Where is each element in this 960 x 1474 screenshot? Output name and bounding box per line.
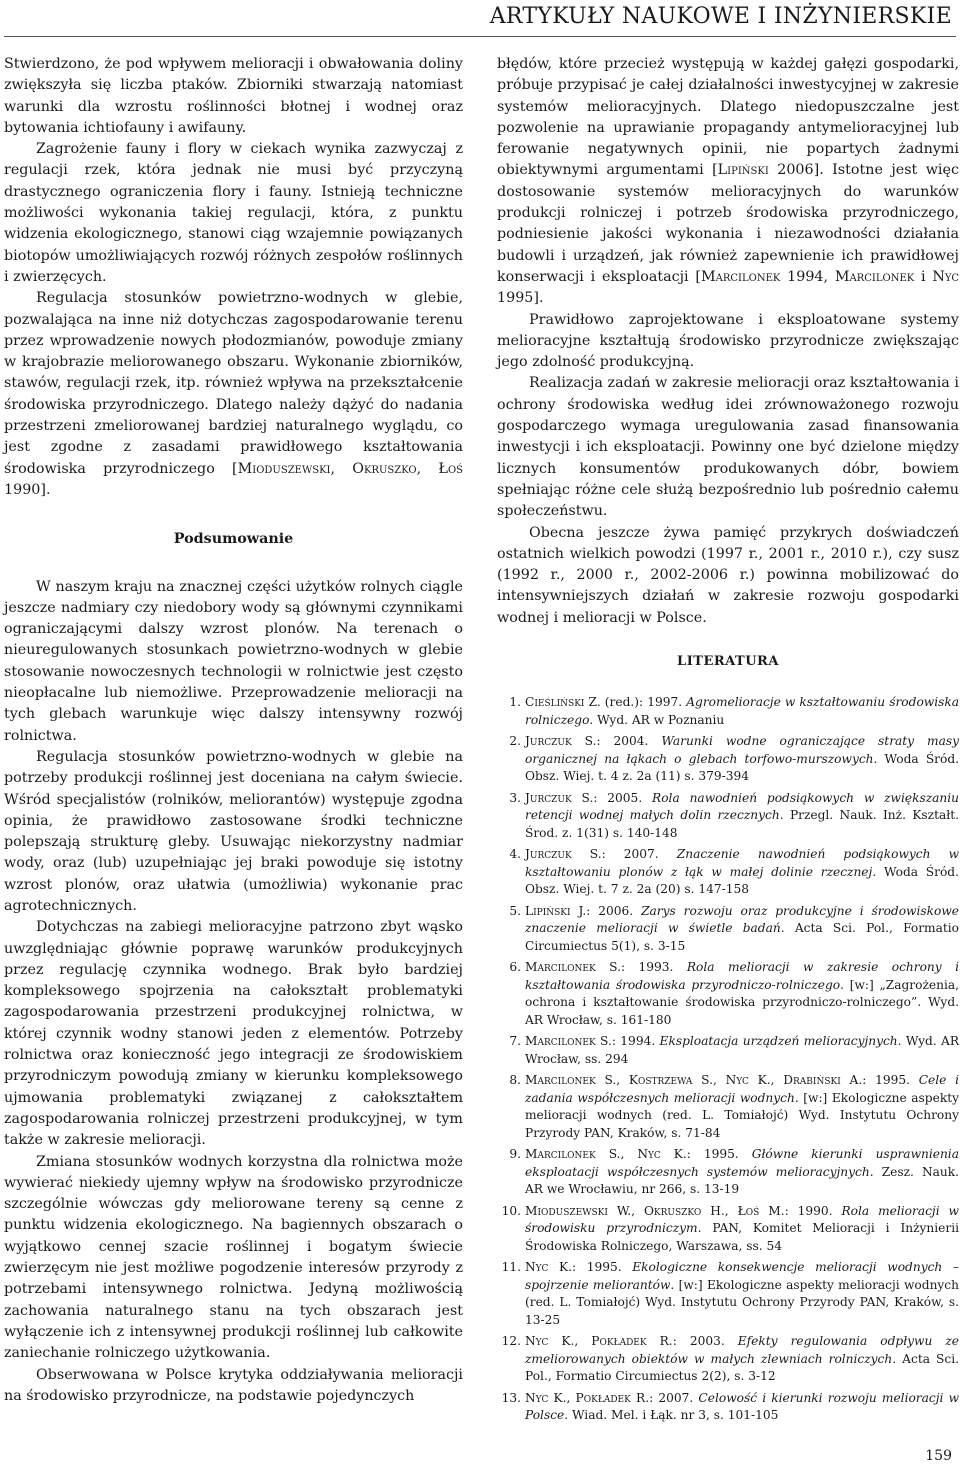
reference-source: . Acta Sci. Pol., Formatio Circumiectus 5(1), s. 3-15 xyxy=(525,921,959,953)
reference-item xyxy=(497,1033,959,1068)
reference-source: . [w:] Ekologiczne aspekty melioracji wodnych (red. L. Tomiałojć) Wyd. Instytutu Ochrony Przyrody PAN, Kraków, s. 13-25 xyxy=(525,1277,959,1327)
reference-number: 4. xyxy=(509,847,521,862)
header-rule xyxy=(4,36,956,37)
reference-year: : 2006. xyxy=(586,903,642,918)
literature-heading: LITERATURA xyxy=(677,654,779,670)
reference-title: Rola melioracji w zakresie ochrony i kształtowania środowiska przyrodniczo-rolniczego xyxy=(525,960,960,992)
reference-author: Marcilonek S., Kostrzewa S., Nyc K., Drabiński A. xyxy=(525,1073,863,1088)
reference-title: Ekologiczne konsekwencje melioracji wodnych – spojrzenie meliorantów xyxy=(525,1260,960,1292)
reference-year: : 2005. xyxy=(593,790,653,805)
reference-number: 8. xyxy=(509,1073,521,1088)
running-header: ARTYKUŁY NAUKOWE I INŻYNIERSKIE xyxy=(489,4,952,29)
paragraph: Obecna jeszcze żywa pamięć przykrych doświadczeń ostatnich wielkich powodzi (1997 r., 2001 r., 2010 r.), czy susz (1992 r., 2000 r., 2002-2006 r.) powinna mobilizować do intensywniejszych działań w zakresie rozwoju gospodarki wodnej i melioracji w Polsce. xyxy=(497,524,959,626)
reference-source: . PAN, Komitet Melioracji i Inżynierii Środowiska Rolniczego, Warszawa, ss. 54 xyxy=(525,1221,959,1253)
reference-source: . Zesz. Nauk. AR we Wrocławiu, nr 266, s. 13-19 xyxy=(525,1164,959,1197)
reference-item xyxy=(497,694,959,729)
citation: Mioduszewski, Okruszko, Łoś xyxy=(237,460,463,477)
reference-number: 6. xyxy=(509,960,521,975)
reference-list xyxy=(497,694,959,1425)
reference-number: 11. xyxy=(501,1260,521,1275)
reference-item xyxy=(497,1390,959,1425)
paragraph xyxy=(497,54,959,310)
reference-year: : 2007. xyxy=(601,847,677,862)
reference-title: Rola nawodnień podsiąkowych w zwiększaniu retencji wodnej małych dolin rzecznych xyxy=(525,790,960,823)
reference-item xyxy=(497,1259,959,1329)
reference-item xyxy=(497,959,959,1029)
reference-title: Cele i zadania współczesnych melioracji wodnych xyxy=(525,1073,960,1105)
paragraph xyxy=(4,288,463,501)
reference-author: Jurczuk S. xyxy=(525,734,597,749)
reference-source: . Przegl. Nauk. Inż. Kształt. Środ. z. 1(31) s. 140-148 xyxy=(525,808,959,840)
paragraph-text: i xyxy=(914,268,933,285)
reference-author: Cieśliński Z. xyxy=(525,695,601,710)
reference-source: . Wyd. AR Wrocław, ss. 294 xyxy=(525,1034,960,1066)
paragraph-text: błędów, które przecież występują w każdej gałęzi gospodarki, próbuje przypisać je całej działalności inwestycyjnej w zakresie systemów melioracyjnych. Dlatego niedopuszczalne jest pozwolenie na uprawianie propagandy antymelioracyjnej lub ferowanie negatywnych opinii, nie popartych żadnymi obiektywnymi argumentami [ xyxy=(497,56,959,179)
reference-title: Zarys rozwoju oraz produkcyjne i środowiskowe znaczenie melioracji w świetle badań xyxy=(525,903,959,936)
reference-author: Nyc K., Pokładek R. xyxy=(525,1390,650,1405)
paragraph: Obserwowana w Polsce krytyka oddziaływania melioracji na środowisko przyrodnicze, na podstawie pojedynczych xyxy=(4,1366,463,1404)
reference-author: Marcilonek S. xyxy=(525,1034,612,1049)
reference-author: Mioduszewski W., Okruszko H., Łoś M. xyxy=(525,1203,785,1218)
reference-title: Agromelioracje w kształtowaniu środowiska rolniczego xyxy=(525,695,960,727)
reference-author: Marcilonek S. xyxy=(525,960,621,975)
paragraph-text: 1990]. xyxy=(4,481,51,498)
reference-source: . [w:] „Zagrożenia, ochrona i kształtowanie środowiska przyrodniczo-rolniczego”. Wyd. AR Wrocław, s. 161-180 xyxy=(525,977,959,1027)
reference-year: (red.): 1997. xyxy=(600,695,687,710)
paragraph: W naszym kraju na znacznej części użytków rolnych ciągle jeszcze nadmiary czy niedobory wody są głównymi czynnikami ograniczającymi dalszy wzrost plonów. Na terenach o nieuregulowanych stosunkach powietrzno-wodnych w glebie stosowanie nowoczesnych technologii w rolnictwie jest często nieopłacalne lub niemożliwe. Przeprowadzenie melioracji na tych glebach warunkuje więc dalszy intensywny rozwój rolnictwa. xyxy=(4,578,463,744)
reference-year: : 1993. xyxy=(620,960,687,975)
reference-author: Jurczuk S. xyxy=(525,790,594,805)
reference-item xyxy=(497,903,959,956)
page-number: 159 xyxy=(925,1448,952,1464)
reference-year: : 2003. xyxy=(672,1334,738,1349)
reference-title: Główne kierunki usprawnienia eksploatacji współczesnych systemów melioracyjnych xyxy=(525,1147,959,1179)
reference-source: . [w:] Ekologiczne aspekty melioracji wodnych (red. L. Tomiałojć) Wyd. Instytutu Ochrony Przyrody PAN, Kraków, s. 71-84 xyxy=(525,1090,959,1140)
left-column xyxy=(4,54,463,1407)
reference-source: . Woda Śród. Obsz. Wiej. t. 4 z. 2a (11) s. 379-394 xyxy=(525,751,960,784)
citation: Lipiński xyxy=(717,162,769,179)
reference-number: 3. xyxy=(509,790,521,805)
reference-title: Warunki wodne ograniczające straty masy organicznej na łąkach o glebach torfowo-murszowych xyxy=(525,734,959,766)
reference-source: . Acta Sci. Pol., Formatio Circumiectus 2(2), s. 3-12 xyxy=(525,1351,959,1384)
reference-title: Znaczenie nawodnień podsiąkowych w kształtowaniu plonów z łąk w małej dolinie rzecznej xyxy=(525,847,960,879)
paragraph-text: 2006]. Istotne jest więc dostosowanie systemów melioracyjnych do warunków produkcji rolniczej i potrzeb środowiska przyrodniczego, podniesienie jakości wykonania i niezawodności działania budowli i urządzeń, jak również zapewnienie ich prawidłowej konserwacji i eksploatacji [ xyxy=(497,162,959,285)
reference-item xyxy=(497,1333,959,1386)
reference-author: Nyc K. xyxy=(525,1260,572,1275)
paragraph: Stwierdzono, że pod wpływem melioracji i obwałowania doliny zwiększyła się liczba ptaków. Zbiorniki stwarzają natomiast warunki dla wzrostu roślinności błotnej i wodnej oraz bytowania ichtiofauny i awifauny. xyxy=(4,56,463,136)
reference-title: Rola melioracji w środowisku przyrodniczym xyxy=(525,1203,959,1236)
reference-title: Efekty regulowania odpływu ze zmeliorowanych obiektów w małych zlewniach rolniczych xyxy=(525,1334,959,1366)
reference-number: 5. xyxy=(509,903,521,918)
reference-item xyxy=(497,733,959,786)
section-heading: Podsumowanie xyxy=(173,531,294,548)
reference-number: 13. xyxy=(501,1390,521,1405)
reference-item xyxy=(497,846,959,899)
reference-source: . Wyd. AR w Poznaniu xyxy=(589,712,725,727)
reference-item xyxy=(497,1072,959,1142)
reference-item xyxy=(497,1146,959,1199)
reference-item xyxy=(497,790,959,843)
reference-source: . Wiad. Mel. i Łąk. nr 3, s. 101-105 xyxy=(564,1408,779,1423)
reference-year: : 1990. xyxy=(784,1203,842,1218)
paragraph: Zmiana stosunków wodnych korzystna dla rolnictwa może wywierać niekiedy ujemny wpływ na środowisko przyrodnicze szczególnie wówczas gdy meliorowane tereny są cenne z punktu widzenia ekologicznego. Na bagiennych obszarach o wyjątkowo cennej szacie roślinnej i bogatym świecie zwierzęcym nie jest możliwe pogodzenie interesów przyrody z potrzebami intensywnego rolnictwa. Jedyną możliwością zachowania naturalnego stanu na tych obszarach jest wyłączenie ich z intensywnej produkcji roślinnej lub całkowite zaniechanie rolniczego użytkowania. xyxy=(4,1153,463,1362)
citation: Marcilonek xyxy=(834,268,915,285)
reference-number: 9. xyxy=(509,1147,521,1162)
reference-year: : 2007. xyxy=(649,1390,699,1405)
paragraph: Prawidłowo zaprojektowane i eksploatowane systemy melioracyjne kształtują środowisko przyrodnicze zwiększając jego zdolność produkcyjną. xyxy=(497,311,959,371)
reference-number: 2. xyxy=(509,734,521,749)
paragraph: Regulacja stosunków powietrzno-wodnych w glebie na potrzeby produkcji roślinnej jest doceniana na całym świecie. Wśród specjalistów (rolników, meliorantów) występuje zgodna opinia, że prawidłowo zastosowane środki techniczne polepszają strukturę gleby. Usuwając niekorzystny nadmiar wody, oraz (lub) uzupełniając jej braki powoduje się istotny wzrost plonów, oraz ułatwia (umożliwia) wykonanie prac agrotechnicznych. xyxy=(4,748,463,914)
reference-number: 10. xyxy=(501,1203,521,1218)
reference-author: Nyc K., Pokładek R. xyxy=(525,1334,673,1349)
reference-year: : 1994. xyxy=(611,1034,660,1049)
reference-number: 1. xyxy=(509,695,521,710)
reference-year: : 2004. xyxy=(596,734,662,749)
citation: Marcilonek xyxy=(701,268,781,285)
paragraph: Zagrożenie fauny i flory w ciekach wynika zazwyczaj z regulacji rzek, która jednak nie musi być przyczyną drastycznego ograniczenia flory i fauny. Istnieją techniczne możliwości wykonania takiej regulacji, która, z punktu widzenia ekologicznego, stanowi ciąg wzajemnie powiązanych biotopów umożliwiających rozwój różnych zespołów roślinnych i zwierzęcych. xyxy=(4,141,463,285)
paragraph: Dotychczas na zabiegi melioracyjne patrzono zbyt wąsko uwzględniając głównie poprawę warunków produkcyjnych przez regulację czynnika wodnego. Brak było bardziej kompleksowego spojrzenia na całokształt problematyki zagospodarowania przestrzeni produkcyjnej rolnictwa, w której czynnik wodny stanowi jeden z elementów. Potrzeby rolnictwa oraz konieczność jego integracji ze środowiskiem przyrodniczym powodują zmiany w kierunku kompleksowego ujmowania problematyki związanej z całokształtem zagospodarowania rolniczej przestrzeni produkcyjnej, w tym także w zakresie melioracji. xyxy=(4,919,463,1149)
paragraph-text: 1994, xyxy=(780,268,835,285)
reference-author: Jurczuk S. xyxy=(525,847,602,862)
reference-title: Eksploatacja urządzeń melioracyjnych xyxy=(659,1034,898,1049)
citation: Nyc xyxy=(932,268,959,285)
paragraph-text: 1995]. xyxy=(497,290,544,307)
paragraph: Realizacja zadań w zakresie melioracji oraz kształtowania i ochrony środowiska według idei zrównoważonego rozwoju gospodarczego wymaga uregulowania zasad finansowania inwestycji i ich eksploatacji. Powinny one być dzielone między licznych konsumentów produkowanych dóbr, bowiem spełniając różne cele służą bezpośrednio lub pośrednio całemu społeczeństwu. xyxy=(497,375,959,520)
reference-author: Marcilonek S., Nyc K. xyxy=(525,1147,687,1162)
reference-year: : 1995. xyxy=(571,1260,633,1275)
reference-source: . Woda Śród. Obsz. Wiej. t. 7 z. 2a (20) s. 147-158 xyxy=(525,864,959,897)
reference-year: : 1995. xyxy=(686,1147,752,1162)
reference-item xyxy=(497,1203,959,1256)
reference-number: 12. xyxy=(501,1334,521,1349)
paragraph-text: Regulacja stosunków powietrzno-wodnych w glebie, pozwalająca na inne niż dotychczas zagospodarowanie terenu przez wprowadzenie nowych płodozmianów, powoduje zmiany w krajobrazie meliorowanego obszaru. Wykonanie zbiorników, stawów, regulacji rzek, itp. również wpływa na przekształcenie środowiska przyrodniczego. Dlatego należy dążyć do nadania przestrzeni zmeliorowanej bardziej naturalnego wyglądu, co jest zgodne z zasadami prawidłowego kształtowania środowiska przyrodniczego [ xyxy=(4,290,463,477)
reference-year: : 1995. xyxy=(862,1073,919,1088)
reference-title: Celowość i kierunki rozwoju melioracji w Polsce xyxy=(525,1390,959,1423)
reference-number: 7. xyxy=(509,1034,521,1049)
right-column xyxy=(497,54,959,1429)
reference-author: Lipiński J. xyxy=(525,903,587,918)
